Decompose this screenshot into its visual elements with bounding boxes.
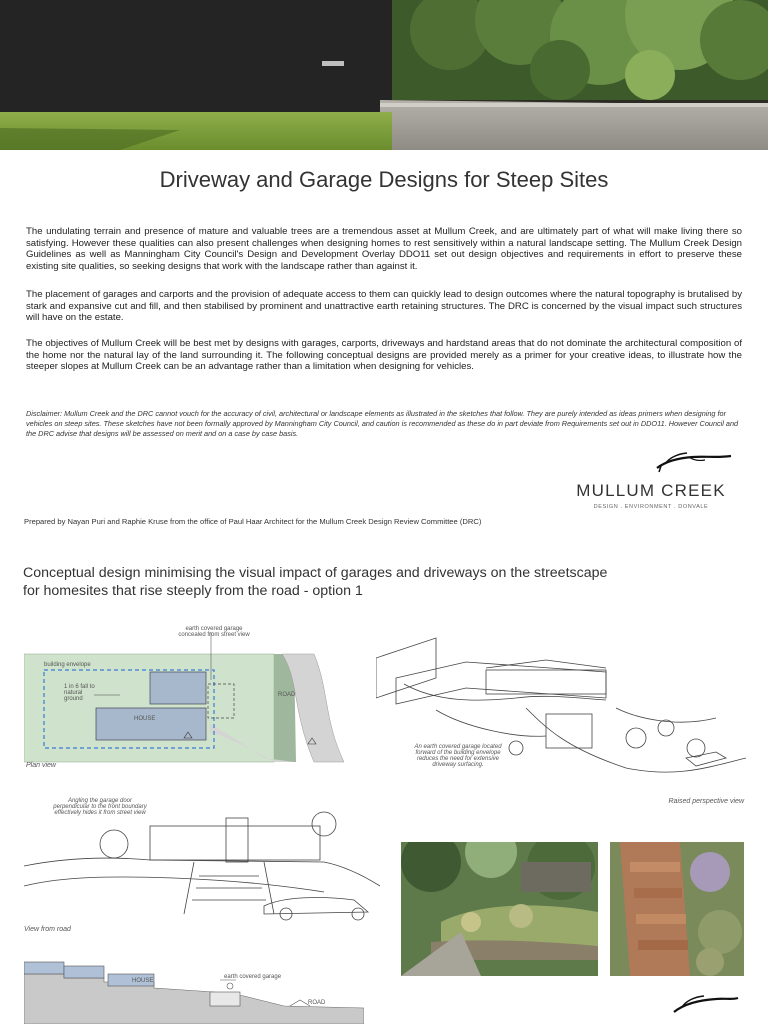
section-title [23, 564, 607, 600]
tree-branch-icon-bottom [660, 990, 740, 1020]
page-title: Driveway and Garage Designs for Steep Sites [159, 167, 609, 192]
plan-road-label: ROAD [278, 692, 296, 698]
logo-tagline: DESIGN . ENVIRONMENT . DONVALE [593, 504, 709, 510]
section-road-label: ROAD [308, 1000, 326, 1006]
perspective-note: An earth covered garage located forward of the building envelope reduces the need for extensive driveway surfacing. [414, 744, 502, 768]
view-from-road-drawing [24, 796, 380, 936]
raised-perspective-drawing [376, 618, 746, 812]
perspective-caption: Raised perspective view [668, 798, 744, 805]
prepared-by-credit: Prepared by Nayan Puri and Raphie Kruse from the office of Paul Haar Architect for the Mullum Creek Design Review Committee (DRC) [24, 517, 482, 526]
plan-envelope-label: building envelope [44, 662, 91, 668]
plan-fall-note: 1 in 6 fall to natural ground [64, 684, 95, 702]
road-view-caption: View from road [24, 926, 71, 933]
logo-wordmark: MULLUM CREEK [576, 481, 726, 500]
road-view-note: Angling the garage door perpendicular to the front boundary effectively hides it from street view [53, 798, 147, 816]
hero-photo [0, 0, 768, 150]
plan-view-caption: Plan view [26, 762, 56, 769]
plan-house-label: HOUSE [134, 716, 156, 722]
section-house-label: HOUSE [132, 978, 154, 984]
intro-paragraph-3: The objectives of Mullum Creek will be best met by designs with garages, carports, driveways and hardstand areas that do not dominate the architectural composition of the home nor the natural lay of the land surrounding it. The following conceptual designs are provided merely as a primer for your creative ideas, to illustrate how the steeper slopes at Mullum Creek can be an advantage rather than a limitation when designing for vehicles. [26, 338, 742, 373]
landscaped-driveway-photo [401, 842, 598, 976]
section-title-line-2: for homesites that rise steeply from the road - option 1 [23, 583, 363, 599]
intro-paragraph-2: The placement of garages and carports and the provision of adequate access to them can quickly lead to design outcomes where the natural topography is brutalised by stark and expansive cut and fill, and then stabilised by prominent and unattractive earth retaining structures. The DRC is concerned by the visual impact such structures will have on the estate. [26, 289, 742, 324]
plan-view-drawing [24, 620, 360, 770]
tree-branch-icon [565, 448, 737, 478]
disclaimer-text: Disclaimer: Mullum Creek and the DRC cannot vouch for the accuracy of civil, architectural or landscape elements as illustrated in the sketches that follow. They are purely intended as ideas primers when designing for vehicles on steep sites. These sketches have not been formally approved by Manningham City Council, and caution is recommended as these do in part deviate from Requirements set out in DDO11. However Council and the DRC advise that designs will be assessed on merit and on a case by case basis. [26, 409, 739, 438]
intro-paragraph-1: The undulating terrain and presence of mature and valuable trees are a tremendous asset at Mullum Creek, and are ultimately part of what will make living there so satisfying. However these qualities can also present challenges when designing homes to rest sensitively within a natural landscape setting. The Mullum Creek Design Guidelines as well as Manningham City Council's Design and Development Overlay DDO11 set out design objectives and requirements in effort to preserve these existing site qualities, so seeking designs that work with the landscape rather than against it. [26, 226, 742, 272]
section-garage-label: earth covered garage [224, 974, 282, 980]
section-title-line-1: Conceptual design minimising the visual impact of garages and driveways on the streetscape [23, 565, 608, 581]
site-section-drawing [24, 956, 364, 1024]
plan-callout-garage: earth covered garage concealed from street view [178, 626, 250, 638]
stone-steps-photo [610, 842, 744, 976]
